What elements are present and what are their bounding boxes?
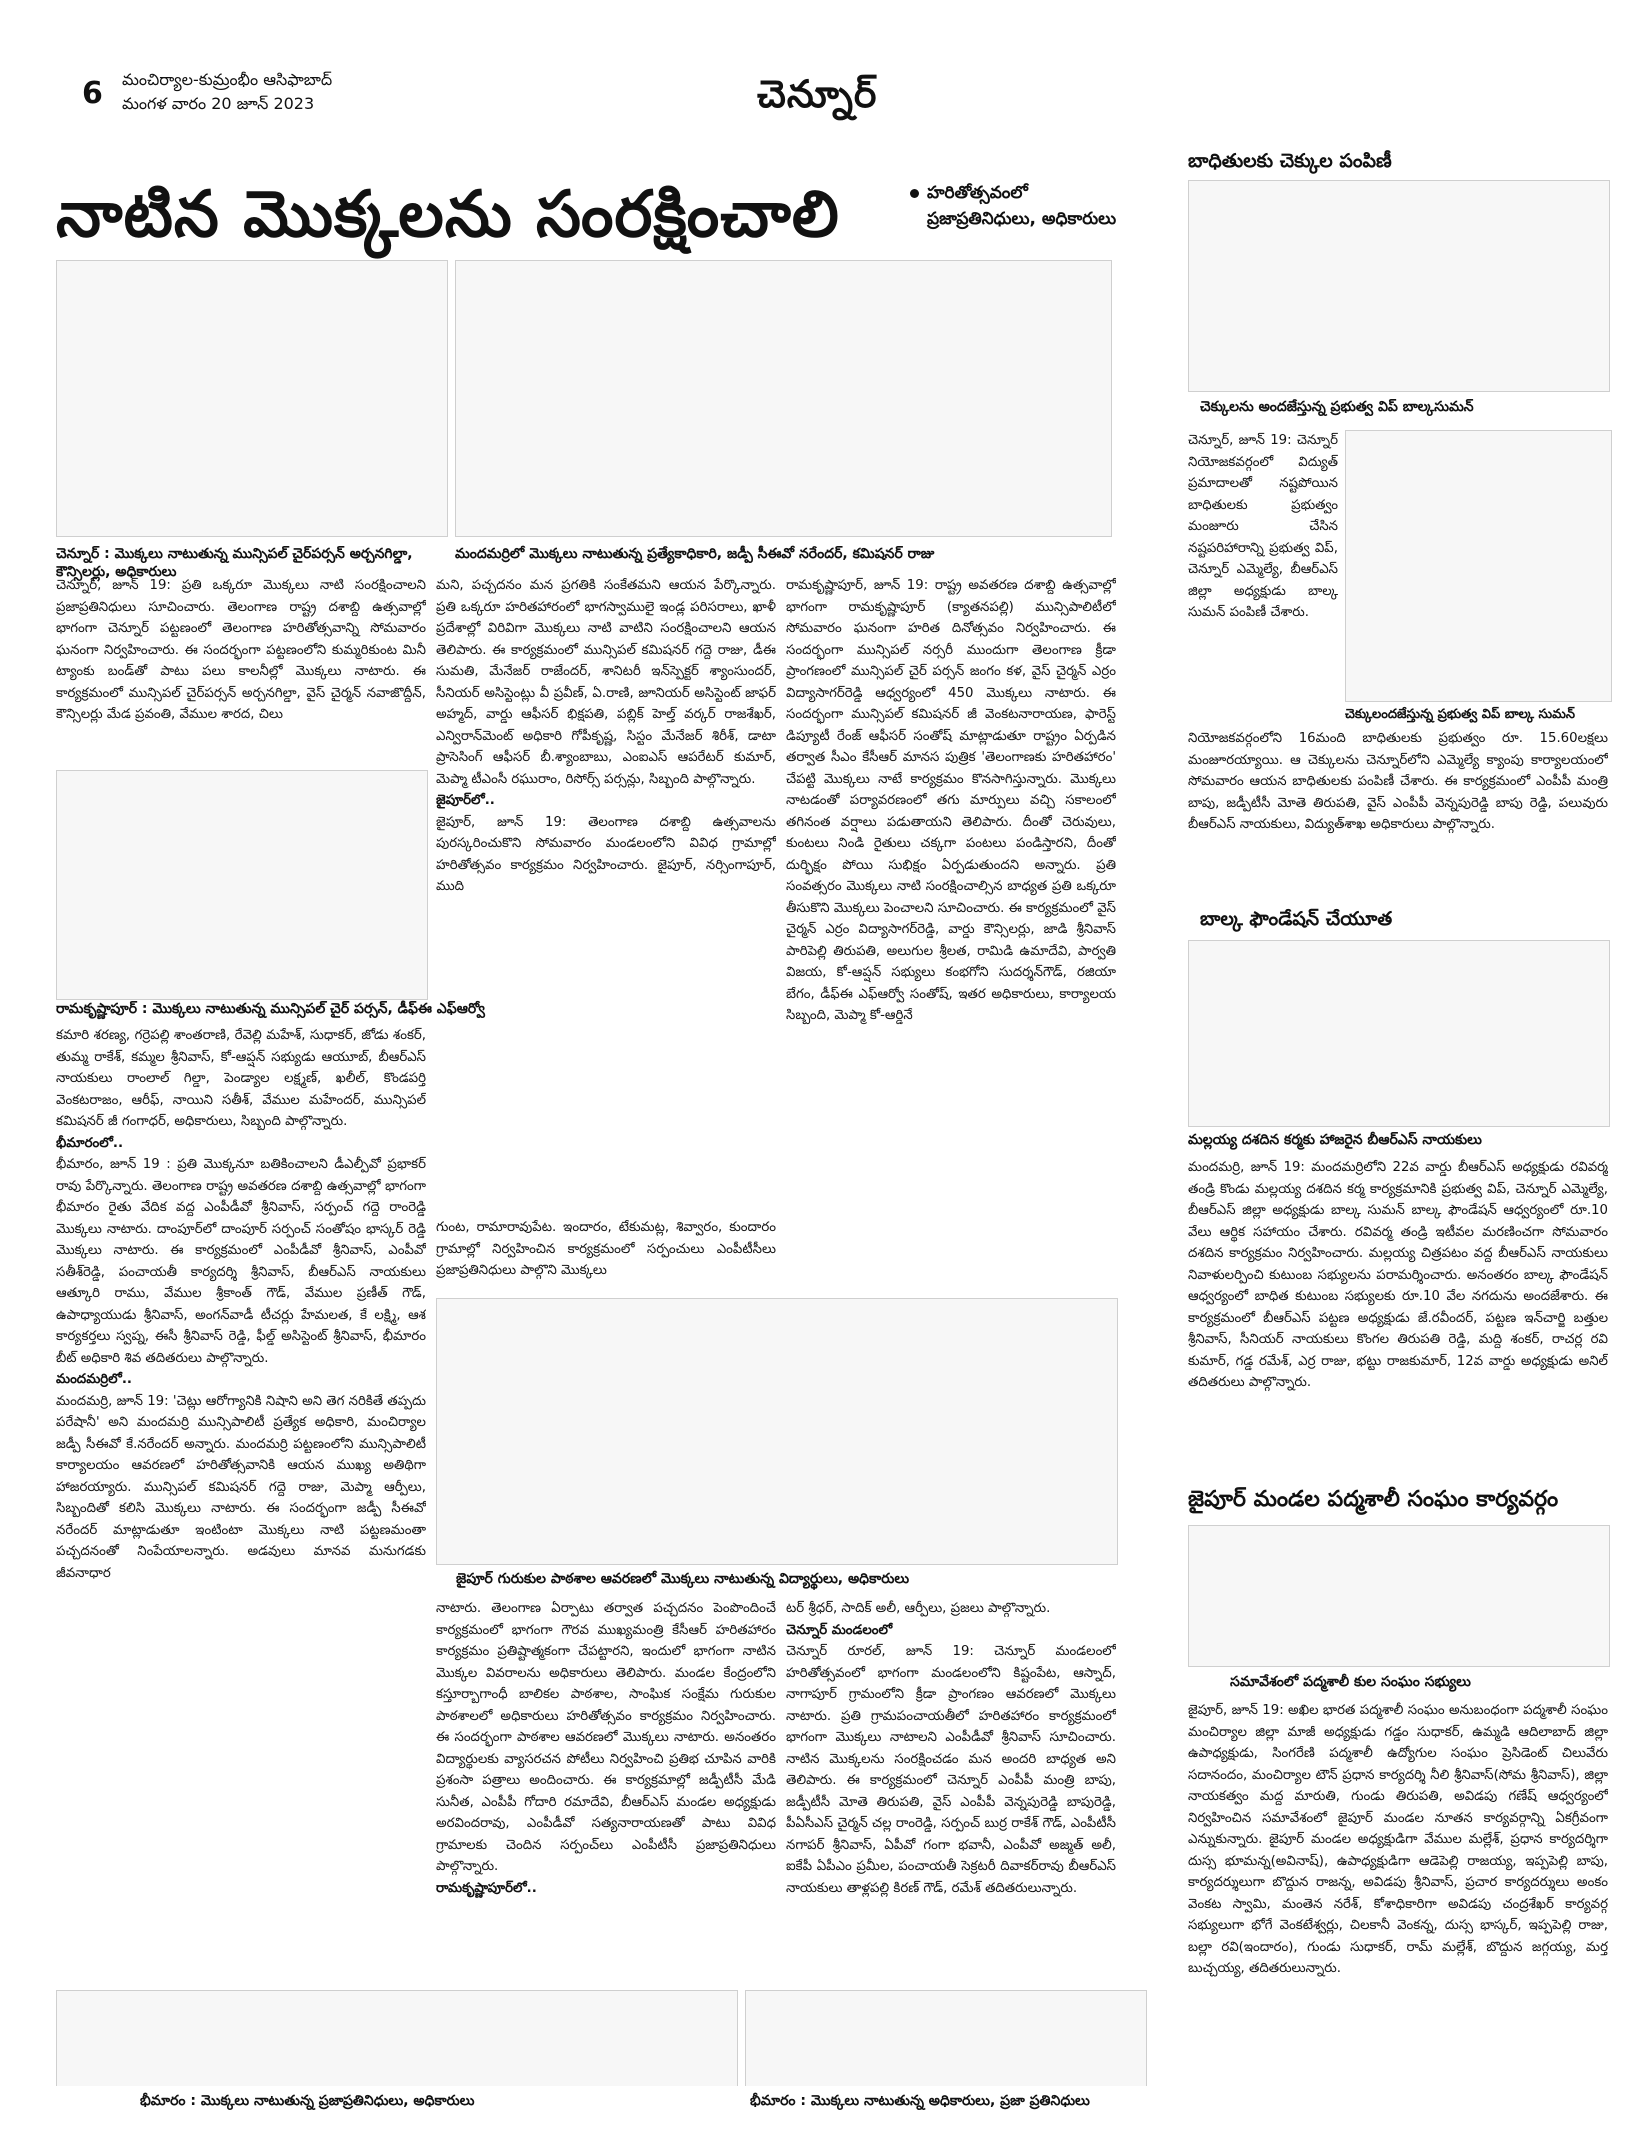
article-text: గుంట, రామారావుపేట. ఇందారం, టేకుమట్ల, శివ్వారం, కుందారం గ్రామాల్లో నిర్వహించిన కార్యక్రమంలో సర్పంచులు ఎంపీటీసీలు ప్రజాప్రతినిధులు పాల్గొని మొక్కలు bbox=[436, 1220, 776, 1278]
sidebar-story3-text bbox=[1188, 1700, 1608, 2120]
sidebar-story2-text bbox=[1188, 1157, 1608, 1477]
sidebar-story3-headline: జైపూర్ మండల పద్మశాలీ సంఘం కార్యవర్గం bbox=[1188, 1487, 1559, 1512]
article-text: జైపూర్, జూన్ 19: తెలంగాణ దశాబ్ది ఉత్సవాలను పురస్కరించుకొని సోమవారం మండలంలోని వివిధ గ్రామాల్లో హరితోత్సవం కార్యక్రమం నిర్వహించారు. జైపూర్, నర్సింగాపూర్, ముది bbox=[436, 814, 776, 894]
main-column-1 bbox=[56, 575, 426, 770]
mid-column-2-continued bbox=[436, 1217, 776, 1307]
subhead-chennur-mandal: చెన్నూర్ మండలంలో bbox=[786, 1622, 893, 1638]
article-text: మందమర్రి, జూన్ 19: మందమర్రిలోని 22వ వార్డు బీఆర్‌ఎస్ అధ్యక్షుడు రవివర్మ తండ్రి కొండు మల్లయ్య దశదిన కర్మ కార్యక్రమానికి ప్రభుత్వ విప్, చెన్నూర్ ఎమ్మెల్యే, బీఆర్‌ఎస్ జిల్లా అధ్యక్షుడు బాల్క సుమన్ బాల్క ఫౌండేషన్ ఆధ్వర్యంలో రూ.10 వేలు ఆర్థిక సహాయం చేశారు. రవివర్మ తండ్రి ఇటీవల మరణించగా సోమవారం దశదిన కార్యక్రమం నిర్వహించారు. మల్లయ్య చిత్రపటం వద్ద బీఆర్‌ఎస్ నాయకులు నివాళులర్పించి కుటుంబ సభ్యులను పరామర్శించారు. అనంతరం బాల్క ఫౌండేషన్ ఆధ్వర్యంలో బాధిత కుటుంబ సభ్యులకు రూ.10 వేల నగదును అందజేశారు. ఈ కార్యక్రమంలో బీఆర్‌ఎస్ పట్టణ అధ్యక్షుడు జే.రవీందర్, పట్టణ ఇన్‌చార్జి బత్తుల శ్రీనివాస్, సీనియర్ నాయకులు కొంగల తిరుపతి రెడ్డి, మద్ది శంకర్, రాచర్ల రవి కుమార్, గడ్డ రమేశ్, ఎర్ర రాజు, భట్టు రాజకుమార్, 12వ వార్డు అధ్యక్షుడు అనిల్ తదితరులు పాల్గొన్నారు. bbox=[1188, 1160, 1608, 1390]
photo-chennur-planting bbox=[56, 260, 448, 537]
caption-mandamarri: మందమర్రిలో మొక్కలు నాటుతున్న ప్రత్యేకాధికారి, జడ్పీ సీఈవో నరేందర్, కమిషనర్ రాజు bbox=[455, 546, 935, 562]
photo-mandamarri-planting bbox=[455, 260, 1112, 537]
caption-chennur: చెన్నూర్ : మొక్కలు నాటుతున్న మున్సిపల్ చైర్‌పర్సన్ అర్చనగిల్డా, కౌన్సిలర్లు, అధికారులు bbox=[56, 546, 413, 580]
caption-cheques: చెక్కులను అందజేస్తున్న ప్రభుత్వ విప్ బాల్కసుమన్ bbox=[1200, 399, 1474, 415]
photo-jaipur-gurukul bbox=[436, 1298, 1118, 1565]
subhead-jaipur: జైపూర్‌లో.. bbox=[436, 793, 495, 808]
main-column-3 bbox=[786, 575, 1116, 1215]
bullet-dot-icon bbox=[910, 189, 919, 198]
article-text: రామకృష్ణాపూర్, జూన్ 19: రాష్ట్ర అవతరణ దశాబ్ది ఉత్సవాల్లో భాగంగా రామకృష్ణాపూర్ (క్యాతనపల్లి) మున్సిపాలిటీలో సోమవారం ఘనంగా హరిత దినోత్సవం నిర్వహించారు. ఈ సందర్భంగా మున్సిపల్ నర్సరీ ముందుగా తెలంగాణ క్రీడా ప్రాంగణంలో మున్సిపల్ చైర్ పర్సన్ జంగం కళ, వైస్ చైర్మన్ ఎర్రం విద్యాసాగర్‌రెడ్డి ఆధ్వర్యంలో 450 మొక్కలు నాటారు. ఈ సందర్భంగా మున్సిపల్ కమిషనర్ జీ వెంకటనారాయణ, ఫారెస్ట్ డిప్యూటీ రేంజ్ ఆఫీసర్ సంతోష్ మాట్లాడుతూ రాష్ట్రం ఏర్పడిన తర్వాత సీఎం కేసీఆర్ మానస పుత్రిక 'తెలంగాణకు హరితహారం' చేపట్టి మొక్కలు నాటే కార్యక్రమం కొనసాగిస్తున్నారు. మొక్కలు నాటడంతో పర్యావరణంలో తగు మార్పులు వచ్చి సకాలంలో తగినంత వర్షాలు పడుతాయని తెలిపారు. దీంతో చెరువులు, కుంటలు నిండి రైతులు చక్కగా పంటలు పండిస్తారని, దీంతో దుర్భిక్షం పోయి సుభిక్షం ఏర్పడుతుందని అన్నారు. ప్రతి సంవత్సరం మొక్కలు నాటి సంరక్షించాల్సిన బాధ్యత ప్రతి ఒక్కరూ తీసుకొని మొక్కలు పెంచాలని సూచించారు. ఈ కార్యక్రమంలో వైస్ చైర్మన్ ఎర్రం విద్యాసాగర్‌రెడ్డి, వార్డు కౌన్సిలర్లు, జాడి శ్రీనివాస్ పారిపెల్లి తిరుపతి, అలుగుల శ్రీలత, రామిడి ఉమాదేవి, పార్వతి విజయ, కో-ఆప్షన్ సభ్యులు కంభగోని సుదర్శన్‌గౌడ్, రజియా బేగం, డీఫ్ఈ ఎఫ్‌ఆర్వో సంతోష్, ఇతర అధికారులు, కార్యాలయ సిబ్బంది, మెప్మా కో-ఆర్డినే bbox=[786, 578, 1116, 1023]
main-headline: నాటిన మొక్కలను సంరక్షించాలి bbox=[56, 178, 840, 252]
article-text: కమారి శరణ్య, గర్రెపల్లి శాంతరాణి, రేవెల్లి మహేశ్, సుధాకర్, జోడు శంకర్, తుమ్మ రాకేశ్, కమ్మల శ్రీనివాస్, కో-ఆప్షన్ సభ్యుడు ఆయూబ్, బీఆర్‌ఎస్ నాయకులు రాంలాల్ గిల్డా, పెండ్యాల లక్ష్మణ్, ఖలీల్, కొండపర్తి వెంకటరాజం, ఆరీఫ్, నాయిని సతీశ్, వేముల మహేందర్, మున్సిపల్ కమిషనర్ జీ గంగాధర్, అధికారులు, సిబ్బంది పాల్గొన్నారు. bbox=[56, 1028, 426, 1129]
article-text: చెన్నూర్ రూరల్, జూన్ 19: చెన్నూర్ మండలంలో హరితోత్సవంలో భాగంగా మండలంలోని కిష్టంపేట, ఆస్నాద్, నాగాపూర్ గ్రామంలోని క్రీడా ప్రాంగణం ఆవరణలో మొక్కలు నాటారు. ప్రతి గ్రామపంచాయతీలో హరితహారం కార్యక్రమంలో భాగంగా మొక్కలు నాటాలని ఎంపీడీవో శ్రీనివాస్ సూచించారు. నాటిన మొక్కలను సంరక్షించడం మన అందరి బాధ్యత అని తెలిపారు. ఈ కార్యక్రమంలో చెన్నూర్ ఎంపీపీ మంత్రి బాపు, జడ్పీటీసీ మోతె తిరుపతి, వైస్ ఎంపీపీ వెన్నపురెడ్డి బాపురెడ్డి, పీఏసీఎస్ చైర్మన్ చల్ల రాంరెడ్డి, సర్పంచ్ బుర్ర రాకేశ్ గౌడ్, ఎంపీటీసీ నగాపర్ శ్రీనివాస్, ఏపీవో గంగా భవానీ, ఎంపీవో అజ్మత్ అలీ, ఐకేపీ ఏపీఎం ప్రమీల, పంచాయతీ సెక్రటరీ దివాకర్‌రావు బీఆర్‌ఎస్ నాయకులు తాళ్లపల్లి కిరణ్ గౌడ్, రమేశ్ తదితరులున్నారు. bbox=[786, 1644, 1116, 1896]
article-text: చెన్నూర్, జూన్ 19: చెన్నూర్ నియోజకవర్గంలో విద్యుత్ ప్రమాదాలతో నష్టపోయిన బాధితులకు ప్రభుత్వం మంజూరు చేసిన నష్టపరిహారాన్ని ప్రభుత్వ విప్, చెన్నూర్ ఎమ్మెల్యే, బీఆర్‌ఎస్ జిల్లా అధ్యక్షుడు బాల్క సుమన్ పంపిణీ చేశారు. bbox=[1188, 433, 1338, 620]
bottom-column-2 bbox=[436, 1598, 776, 1983]
photo-ramakrishnapur bbox=[56, 770, 428, 1000]
edition-info bbox=[122, 68, 332, 116]
photo-padmashali-meeting bbox=[1188, 1525, 1610, 1667]
caption-ramakrishnapur: రామకృష్ణాపూర్ : మొక్కలు నాటుతున్న మున్సిపల్ చైర్ పర్సన్, డీఫ్ఈ ఎఫ్‌ఆర్వో bbox=[56, 1001, 485, 1017]
caption-jaipur: జైపూర్ గురుకుల పాఠశాల ఆవరణలో మొక్కలు నాటుతున్న విద్యార్థులు, అధికారులు bbox=[456, 1571, 910, 1587]
edition-date: మంగళ వారం 20 జూన్ 2023 bbox=[122, 94, 315, 113]
subhead-mandamarri: మందమర్రిలో.. bbox=[56, 1372, 132, 1387]
article-text: భీమారం, జూన్ 19 : ప్రతి మొక్కనూ బతికించాలని డీఎల్పీవో ప్రభాకర్ రావు పేర్కొన్నారు. తెలంగాణ రాష్ట్ర అవతరణ దశాబ్ది ఉత్సవాల్లో భాగంగా భీమారం రైతు వేదిక వద్ద ఎంపీడీవో శ్రీనివాస్, సర్పంచ్ గద్దె రాంరెడ్డి మొక్కలు నాటారు. దాంపూర్‌లో దాంపూర్ సర్పంచ్ సంతోషం భాస్కర్ రెడ్డి మొక్కలు నాటారు. ఈ కార్యక్రమంలో ఎంపీడీవో శ్రీనివాస్, ఎంపీవో సతీశ్‌రెడ్డి, పంచాయతీ కార్యదర్శి శ్రీనివాస్, బీఆర్‌ఎస్ నాయకులు ఆత్కూరి రాము, వేముల శ్రీకాంత్ గౌడ్, వేముల ప్రణీత్ గౌడ్, ఉపాధ్యాయుడు శ్రీనివాస్, అంగన్‌వాడీ టీచర్లు హేమలత, కే లక్ష్మి, ఆశ కార్యకర్తలు స్వప్న, ఈసీ శ్రీనివాస్ రెడ్డి, ఫీల్డ్ అసిస్టెంట్ శ్రీనివాస్, భీమారం బీట్ అధికారి శివ తదితరులు పాల్గొన్నారు. bbox=[56, 1157, 426, 1366]
photo-cheques-distribution bbox=[1188, 180, 1610, 392]
caption-padmashali: సమావేశంలో పద్మశాలీ కుల సంఘం సభ్యులు bbox=[1230, 1674, 1471, 1690]
article-text: మందమర్రి, జూన్ 19: 'చెట్లు ఆరోగ్యానికి నిషాని అని తెగ నరికితే తప్పదు పరేషానీ' అని మందమర్రి మున్సిపాలిటీ ప్రత్యేక అధికారి, మంచిర్యాల జడ్పీ సీఈవో కే.నరేందర్ అన్నారు. మందమర్రి పట్టణంలోని మున్సిపాలిటీ కార్యాలయం ఆవరణలో హరితోత్సవానికి ఆయన ముఖ్య అతిథిగా హాజరయ్యారు. మున్సిపల్ కమిషనర్ గద్దె రాజు, మెప్మా ఆర్పీలు, సిబ్బందితో కలిసి మొక్కలు నాటారు. ఈ సందర్భంగా జడ్పీ సీఈవో నరేందర్ మాట్లాడుతూ ఇంటింటా మొక్కలు నాటి పట్టణమంతా పచ్చదనంతో నింపేయాలన్నారు. అడవులు మానవ మనుగడకు జీవనాధార bbox=[56, 1393, 426, 1581]
bullet-line-2: ప్రజాప్రతినిధులు, అధికారులు bbox=[927, 209, 1117, 229]
sidebar-story2-headline: బాల్క ఫౌండేషన్ చేయూత bbox=[1200, 908, 1393, 930]
photo-bheemaram-right bbox=[745, 1990, 1147, 2086]
subhead-bheemaram: భీమారంలో.. bbox=[56, 1135, 123, 1151]
subhead-ramakrishnapur: రామకృష్ణాపూర్‌లో.. bbox=[436, 1880, 537, 1896]
bullet-line-1: హరితోత్సవంలో bbox=[927, 183, 1028, 203]
article-text: మని, పచ్చదనం మన ప్రగతికి సంకేతమని ఆయన పేర్కొన్నారు. ప్రతి ఒక్కరూ హరితహారంలో భాగస్వాములై ఇండ్ల పరిసరాలు, ఖాళీ ప్రదేశాల్లో విరివిగా మొక్కలు నాటి వాటిని సంరక్షించాలని ఆయన తెలిపారు. ఈ కార్యక్రమంలో మున్సిపల్ కమిషనర్ గద్దె రాజు, డీఈ సుమతి, మేనేజర్ రాజేందర్, శానిటరీ ఇన్‌స్పెక్టర్ శ్యాంసుందర్, సీనియర్ అసిస్టెంట్లు వీ ప్రవీణ్, ఏ.రాణి, జూనియర్ అసిస్టెంట్ జాఫర్ అహ్మద్, వార్డు ఆఫీసర్ భిక్షపతి, పబ్లిక్ హెల్త్ వర్కర్ రాజశేఖర్, ఎన్విరాన్‌మెంట్ అధికారి గోపీకృష్ణ, సిస్టం మేనేజర్ శిరీశ్, డాటా ప్రాసెసింగ్ ఆఫీసర్ బీ.శ్యాంబాబు, ఎంఐఎస్ ఆపరేటర్ కుమార్, మెప్మా టీఎంసీ రఘురాం, రిసోర్స్ పర్సన్లు, సిబ్బంది పాల్గొన్నారు. bbox=[436, 578, 776, 787]
photo-condolence bbox=[1188, 940, 1610, 1127]
bottom-column-3 bbox=[786, 1598, 1116, 1983]
edition-district: మంచిర్యాల-కుమ్రంభీం ఆసిఫాబాద్ bbox=[122, 70, 333, 89]
left-column-lower bbox=[56, 1025, 426, 2015]
photo-bheemaram-left bbox=[56, 1990, 738, 2086]
caption-bheemaram-left: భీమారం : మొక్కలు నాటుతున్న ప్రజాప్రతినిధులు, అధికారులు bbox=[140, 2093, 475, 2109]
sidebar-story1-headline: బాధితులకు చెక్కుల పంపిణీ bbox=[1188, 150, 1392, 172]
article-text: చెన్నూర్, జూన్ 19: ప్రతి ఒక్కరూ మొక్కలు నాటి సంరక్షించాలని ప్రజాప్రతినిధులు సూచించారు. తెలంగాణ రాష్ట్ర దశాబ్ది ఉత్సవాల్లో భాగంగా చెన్నూర్ పట్టణంలో తెలంగాణ హరితోత్సవాన్ని సోమవారం ఘనంగా నిర్వహించారు. ఈ సందర్భంగా పట్టణంలోని కుమ్మరికుంట మినీ ట్యాంకు బండ్‌తో పాటు పలు కాలనీల్లో మొక్కలు నాటారు. ఈ కార్యక్రమంలో మున్సిపల్ చైర్‌పర్సన్ అర్చనగిల్డా, వైస్ చైర్మన్ నవాజొద్దీన్, కౌన్సిలర్లు మేడ ప్రవంతి, వేముల శారద, చిలు bbox=[56, 578, 426, 722]
sidebar-story1-text-2 bbox=[1188, 728, 1608, 900]
photo-balka-suman bbox=[1345, 430, 1612, 702]
article-text: టర్ శ్రీధర్, సాదిక్ అలీ, ఆర్పీలు, ప్రజలు పాల్గొన్నారు. bbox=[786, 1601, 1051, 1616]
page-number: 6 bbox=[82, 76, 103, 111]
main-column-2 bbox=[436, 575, 776, 1215]
article-text: జైపూర్, జూన్ 19: అఖిల భారత పద్మశాలీ సంఘం అనుబంధంగా పద్మశాలీ సంఘం మంచిర్యాల జిల్లా మాజీ అధ్యక్షుడు గడ్డం సుధాకర్, ఉమ్మడి ఆదిలాబాద్ జిల్లా ఉపాధ్యక్షుడు, సింగరేణి పద్మశాలీ ఉద్యోగుల సంఘం ప్రెసిడెంట్ చిలువేరు సదానందం, మంచిర్యాల టౌన్ ప్రధాన కార్యదర్శి నీలి శ్రీనివాస్(సోమ శ్రీనివాస్), జిల్లా నాయకత్వం మద్ద మారుతి, గుండు తిరుపతి, అవిడపు గణేష్ ఆధ్వర్యంలో నిర్వహించిన సమావేశంలో జైపూర్ మండల నూతన కార్యవర్గాన్ని ఏకగ్రీవంగా ఎన్నుకున్నారు. జైపూర్ మండల అధ్యక్షుడిగా వేముల మల్లేశ్, ప్రధాన కార్యదర్శిగా దుస్స భూమన్న(అవినాష్), ఉపాధ్యక్షుడిగా ఆడెపెల్లి రాజయ్య, ఇప్పపెల్లి బాపు, కార్యదర్శులుగా బొద్దున రాజన్న, అవిడపు శ్రీనివాస్, ప్రచార కార్యదర్శులు అంకం వెంకట స్వామి, మంతెన నరేశ్, కోశాధికారిగా అవిడపు చంద్రశేఖర్ కార్యవర్గ సభ్యులుగా భోగే వెంకటేశ్వర్లు, చిలకానీ వెంకన్న, దుస్స భాస్కర్, ఇప్పపెల్లి రాజు, బల్లా రవి(ఇందారం), గుండు సుధాకర్, రామ్ మల్లేశ్, బొద్దున జగ్గయ్య, మర్త బుచ్చయ్య, తదితరులున్నారు. bbox=[1188, 1703, 1608, 1976]
page-masthead: చెన్నూర్ bbox=[757, 72, 878, 116]
sidebar-story1-text bbox=[1188, 430, 1338, 710]
caption-balka-suman: చెక్కులందజేస్తున్న ప్రభుత్వ విప్ బాల్క సుమన్ bbox=[1345, 707, 1576, 722]
article-text: నియోజకవర్గంలోని 16మంది బాధితులకు ప్రభుత్వం రూ. 15.60లక్షలు మంజూరయ్యాయి. ఆ చెక్కులను చెన్నూర్‌లోని ఎమ్మెల్యే క్యాంపు కార్యాలయంలో సోమవారం ఆయన బాధితులకు పంపిణీ చేశారు. ఈ కార్యక్రమంలో ఎంపీపీ మంత్రి బాపు, జడ్పీటీసీ మోతె తిరుపతి, వైస్ ఎంపీపీ వెన్నపురెడ్డి బాపు రెడ్డి, పలువురు బీఆర్‌ఎస్ నాయకులు, విద్యుత్‌శాఖ అధికారులు పాల్గొన్నారు. bbox=[1188, 731, 1608, 832]
headline-bullet bbox=[910, 180, 1116, 232]
caption-bheemaram-right: భీమారం : మొక్కలు నాటుతున్న అధికారులు, ప్రజా ప్రతినిధులు bbox=[750, 2093, 1090, 2109]
caption-condolence: మల్లయ్య దశదిన కర్మకు హాజరైన బీఆర్‌ఎస్ నాయకులు bbox=[1188, 1132, 1482, 1148]
article-text: నాటారు. తెలంగాణ ఏర్పాటు తర్వాత పచ్చదనం పెంపొందించే కార్యక్రమంలో భాగంగా గౌరవ ముఖ్యమంత్రి కేసీఆర్ హరితహారం కార్యక్రమం ప్రతిష్టాత్మకంగా చేపట్టారని, ఇందులో భాగంగా నాటిన మొక్కల వివరాలను అధికారులు తెలిపారు. మండల కేంద్రంలోని కస్తూర్బాగాంధీ బాలికల పాఠశాల, సాంఘిక సంక్షేమ గురుకుల పాఠశాలలో అధికారులు హరితోత్సవం కార్యక్రమం నిర్వహించారు. ఈ సందర్భంగా పాఠశాల ఆవరణలో మొక్కలు నాటారు. అనంతరం విద్యార్థులకు వ్యాసరచన పోటీలు నిర్వహించి ప్రతిభ చూపిన వారికి ప్రశంసా పత్రాలు అందించారు. ఈ కార్యక్రమాల్లో జడ్పీటీసీ మేడి సునీత, ఎంపీపీ గోదారి రమాదేవి, బీఆర్‌ఎస్ మండల అధ్యక్షుడు అరవిందరావు, ఎంపీడీవో సత్యనారాయణతో పాటు వివిధ గ్రామాలకు చెందిన సర్పంచ్‌లు ఎంపీటీసీ ప్రజాప్రతినిధులు పాల్గొన్నారు. bbox=[436, 1601, 776, 1874]
